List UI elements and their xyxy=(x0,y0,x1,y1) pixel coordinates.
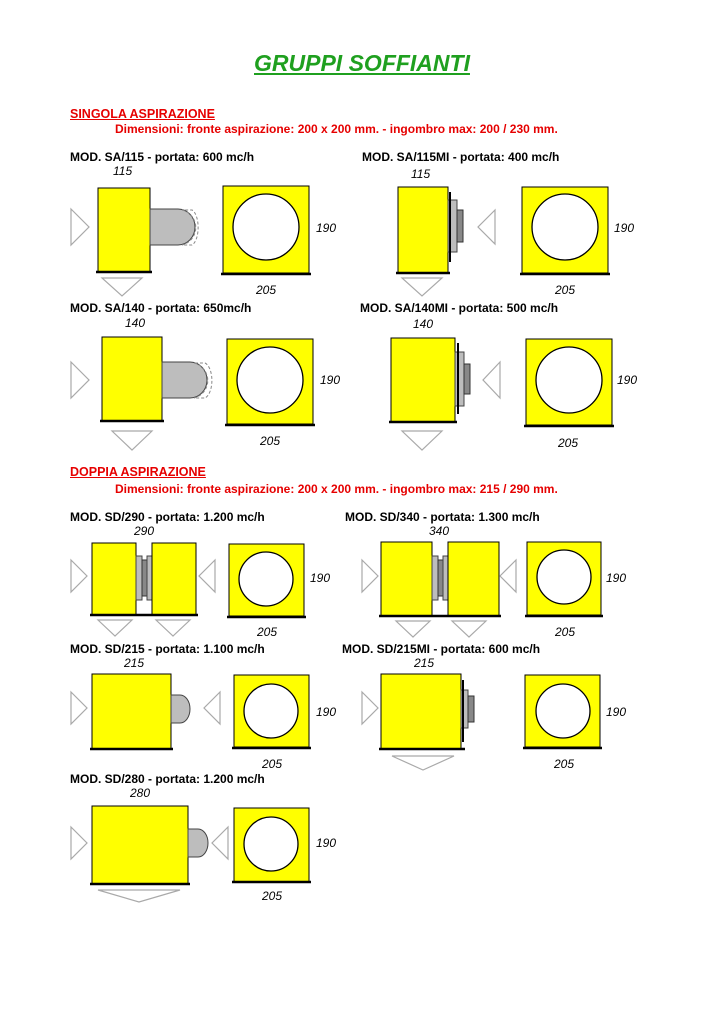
depth-label-sa140: 140 xyxy=(125,316,146,330)
depth-label-sd215mi: 215 xyxy=(414,656,435,670)
model-label-sa140mi: MOD. SA/140MI - portata: 500 mc/h xyxy=(360,301,559,315)
model-drawing-sd215mi xyxy=(362,674,602,770)
height-label-sa140: 190 xyxy=(320,373,341,387)
page-title: GRUPPI SOFFIANTI xyxy=(254,50,470,76)
depth-label-sd215: 215 xyxy=(124,656,145,670)
width-label-sd215mi: 205 xyxy=(554,757,575,771)
width-label-sa115mi: 205 xyxy=(555,283,576,297)
model-drawing-sd280 xyxy=(71,806,311,902)
depth-label-sd280: 280 xyxy=(130,786,151,800)
width-label-sd215: 205 xyxy=(262,757,283,771)
model-label-sd340: MOD. SD/340 - portata: 1.300 mc/h xyxy=(345,510,540,524)
model-drawing-sa115mi xyxy=(396,187,610,296)
model-label-sd215: MOD. SD/215 - portata: 1.100 mc/h xyxy=(70,642,265,656)
height-label-sd280: 190 xyxy=(316,836,337,850)
model-label-sd215mi: MOD. SD/215MI - portata: 600 mc/h xyxy=(342,642,541,656)
model-drawing-sd215 xyxy=(71,674,311,749)
model-drawing-sa140 xyxy=(71,337,315,450)
section-title-singola: SINGOLA ASPIRAZIONE xyxy=(70,107,215,121)
height-label-sd290: 190 xyxy=(310,571,331,585)
width-label-sd280: 205 xyxy=(262,889,283,903)
width-label-sa140: 205 xyxy=(260,434,281,448)
width-label-sa140mi: 205 xyxy=(558,436,579,450)
model-drawing-sd290 xyxy=(71,543,306,636)
model-label-sa115mi: MOD. SA/115MI - portata: 400 mc/h xyxy=(362,150,560,164)
height-label-sa115: 190 xyxy=(316,221,337,235)
width-label-sd290: 205 xyxy=(257,625,278,639)
height-label-sd215: 190 xyxy=(316,705,337,719)
section-title-doppia: DOPPIA ASPIRAZIONE xyxy=(70,465,206,479)
depth-label-sd340: 340 xyxy=(429,524,450,538)
model-label-sd280: MOD. SD/280 - portata: 1.200 mc/h xyxy=(70,772,265,786)
depth-label-sa140mi: 140 xyxy=(413,317,434,331)
height-label-sd215mi: 190 xyxy=(606,705,627,719)
section-dimensions-singola: Dimensioni: fronte aspirazione: 200 x 200 mm. - ingombro max: 200 / 230 mm. xyxy=(115,122,558,136)
depth-label-sd290: 290 xyxy=(134,524,155,538)
height-label-sd340: 190 xyxy=(606,571,627,585)
depth-label-sa115: 115 xyxy=(113,164,133,178)
section-dimensions-doppia: Dimensioni: fronte aspirazione: 200 x 200 mm. - ingombro max: 215 / 290 mm. xyxy=(115,482,558,496)
model-drawing-sa140mi xyxy=(389,338,614,450)
model-label-sa115: MOD. SA/115 - portata: 600 mc/h xyxy=(70,150,255,164)
model-drawing-sd340 xyxy=(362,542,603,637)
height-label-sa115mi: 190 xyxy=(614,221,635,235)
width-label-sd340: 205 xyxy=(555,625,576,639)
depth-label-sa115mi: 115 xyxy=(411,167,431,181)
height-label-sa140mi: 190 xyxy=(617,373,638,387)
width-label-sa115: 205 xyxy=(256,283,277,297)
model-label-sd290: MOD. SD/290 - portata: 1.200 mc/h xyxy=(70,510,265,524)
model-drawing-sa115 xyxy=(71,186,311,296)
model-label-sa140: MOD. SA/140 - portata: 650mc/h xyxy=(70,301,252,315)
